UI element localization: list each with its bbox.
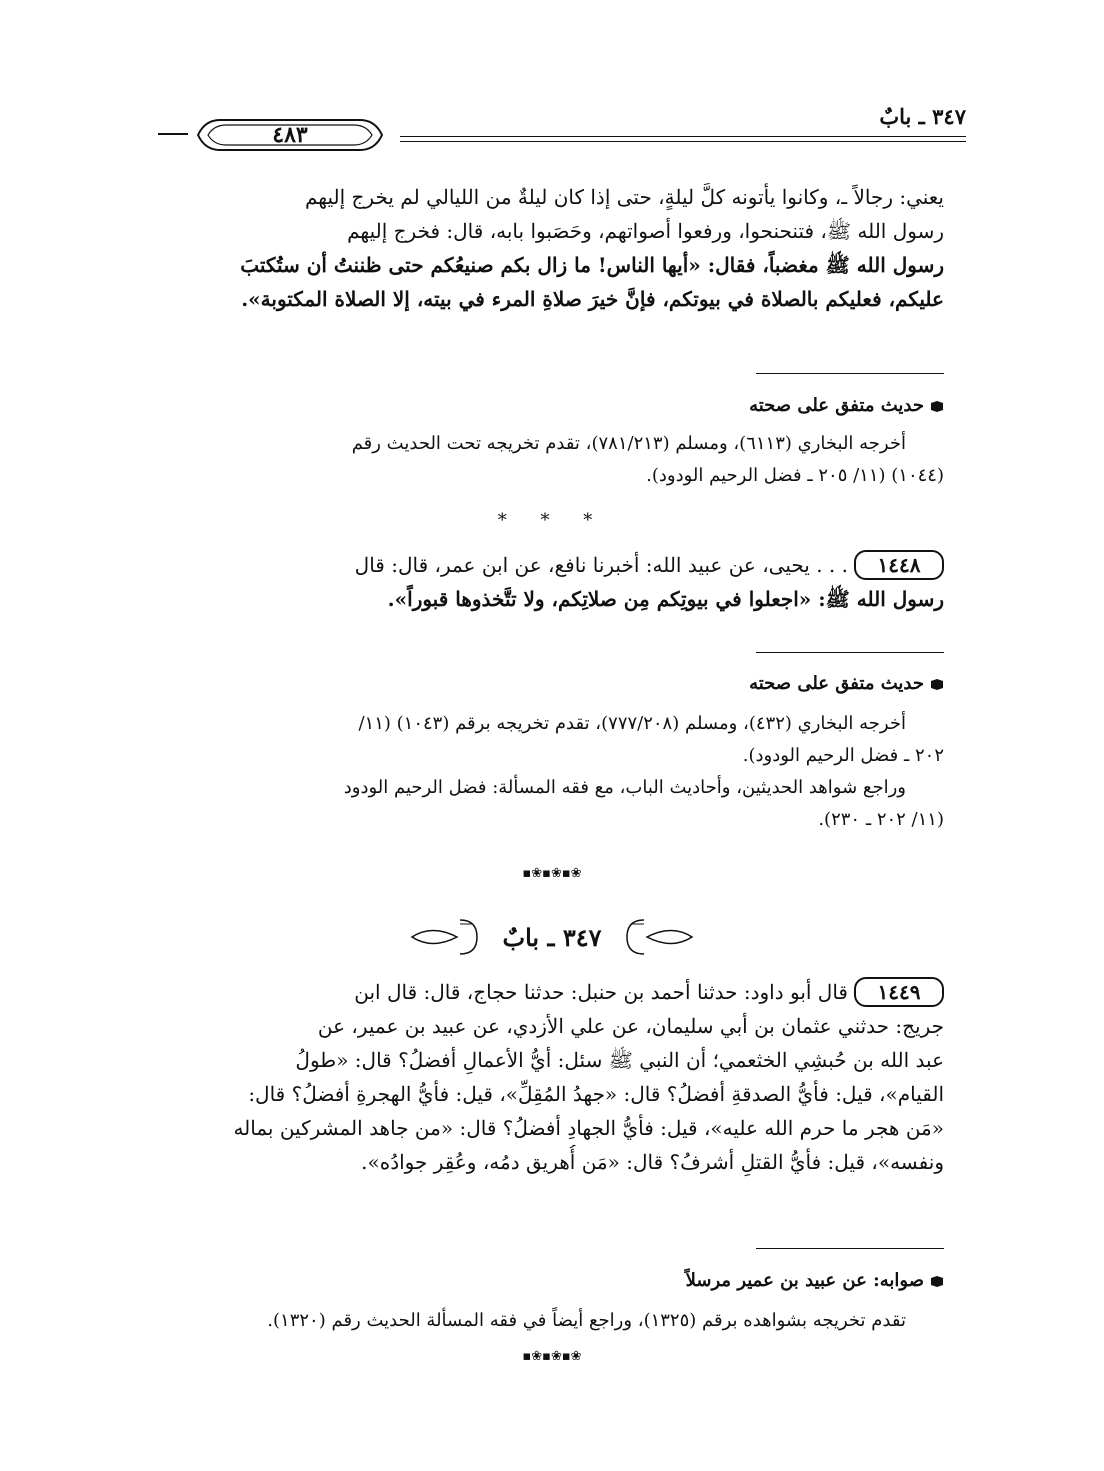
note-line: تقدم تخريجه بشواهده برقم (١٣٢٥)، وراجع أيضاً في فقه المسألة الحديث رقم (١٣٢٠).: [267, 1310, 906, 1331]
note-line: أخرجه البخاري (٦١١٣)، ومسلم (٧٨١/٢١٣)، تقدم تخريجه تحت الحديث رقم: [351, 433, 906, 454]
text-line: رسول الله ﷺ: «اجعلوا في بيوتِكم مِن صلاتِكم، ولا تتَّخذوها قبوراً».: [387, 587, 944, 611]
chapter-title: ٣٤٧ ـ بابٌ: [502, 922, 602, 952]
hadith-1449: [146, 975, 944, 1179]
text-line: [146, 975, 944, 1009]
ornament-divider: ❀▪❀▪❀▪: [522, 1349, 582, 1364]
note-title-text: صوابه: عن عبيد بن عمير مرسلاً: [685, 1270, 924, 1291]
note-line: (١٠٤٤) (١١/ ٢٠٥ ـ فضل الرحيم الودود).: [646, 465, 944, 486]
note-line: ٢٠٢ ـ فضل الرحيم الودود).: [742, 745, 944, 766]
text-line: رسول الله ﷺ مغضباً، فقال: «أيها الناس! ما زال بكم صنيعُكم حتى ظننتُ أن ستُكتبَ: [240, 253, 944, 277]
note-body-3: [144, 1305, 944, 1337]
text-line: [146, 548, 944, 582]
text-line: يعني: رجالاً ـ، وكانوا يأتونه كلَّ ليلةٍ، حتى إذا كان ليلةٌ من الليالي لم يخرج إليهم: [304, 185, 944, 209]
hadith-text: قال أبو داود: حدثنا أحمد بن حنبل: حدثنا حجاج، قال: قال ابن: [354, 980, 848, 1004]
hadith-number-badge: ١٤٤٨: [854, 550, 944, 580]
note-line: وراجع شواهد الحديثين، وأحاديث الباب، مع فقه المسألة: فضل الرحيم الودود: [343, 777, 906, 798]
book-icon: [930, 400, 944, 412]
hadith-1448: [146, 548, 944, 616]
text-line: جريج: حدثني عثمان بن أبي سليمان، عن علي الأزدي، عن عبيد بن عمير، عن: [317, 1014, 944, 1038]
footnote-separator: [756, 1248, 944, 1249]
footnote-separator: [756, 373, 944, 374]
note-body-2: [144, 708, 944, 836]
note-title-text: حديث متفق على صحته: [749, 673, 924, 694]
note-line: أخرجه البخاري (٤٣٢)، ومسلم (٧٧٧/٢٠٨)، تقدم تخريجه برقم (١٠٤٣) (١١/: [358, 713, 906, 734]
footnote-separator: [756, 652, 944, 653]
note-title-text: حديث متفق على صحته: [749, 395, 924, 416]
page-number: ٤٨٣: [272, 122, 308, 148]
header-rule-left: [158, 133, 188, 135]
text-line: ونفسه»، قيل: فأيُّ القتلِ أشرفُ؟ قال: «مَن أُهريق دمُه، وعُقِر جوادُه».: [361, 1150, 944, 1174]
book-icon: [930, 678, 944, 690]
running-title: ٣٤٧ ـ بابٌ: [879, 104, 966, 129]
text-line: «مَن هجر ما حرم الله عليه»، قيل: فأيُّ الجهادِ أفضلُ؟ قال: «من جاهد المشركين بماله: [233, 1116, 944, 1140]
header-rule: [400, 136, 966, 137]
text-line: رسول الله ﷺ، فتنحنحوا، ورفعوا أصواتهم، وحَصَبوا بابه، قال: فخرج إليهم: [347, 219, 944, 243]
text-line: عليكم، فعليكم بالصلاة في بيوتكم، فإنَّ خيرَ صلاةِ المرء في بيته، إلا الصلاة المكتوبة».: [241, 287, 944, 311]
text-line: عبد الله بن حُبشِي الخثعمي؛ أن النبي ﷺ سئل: أيُّ الأعمالِ أفضلُ؟ قال: «طولُ: [295, 1048, 944, 1072]
text-line: القيام»، قيل: فأيُّ الصدقةِ أفضلُ؟ قال: «جهدُ المُقِلِّ»، قيل: فأيُّ الهجرةِ أفضلُ؟ قال:: [248, 1082, 944, 1106]
book-icon: [930, 1275, 944, 1287]
note-title: [749, 673, 944, 694]
section-stars: * * *: [497, 510, 607, 531]
ornament-divider: ❀▪❀▪❀▪: [522, 866, 582, 881]
hadith-number-badge: ١٤٤٩: [854, 977, 944, 1007]
chapter-frame: [402, 912, 702, 962]
header-rule-double: [400, 141, 966, 142]
note-title: [686, 1270, 944, 1291]
chapter-heading: [0, 912, 1104, 962]
page-header: [150, 90, 966, 150]
note-title: [749, 395, 944, 416]
text-block-1: [146, 180, 944, 316]
note-line: (١١/ ٢٠٢ ـ ٢٣٠).: [818, 809, 944, 830]
page-number-badge: [190, 116, 390, 154]
note-body-1: [144, 428, 944, 492]
hadith-text: . . . يحيى، عن عبيد الله: أخبرنا نافع، عن ابن عمر، قال: قال: [354, 553, 848, 577]
